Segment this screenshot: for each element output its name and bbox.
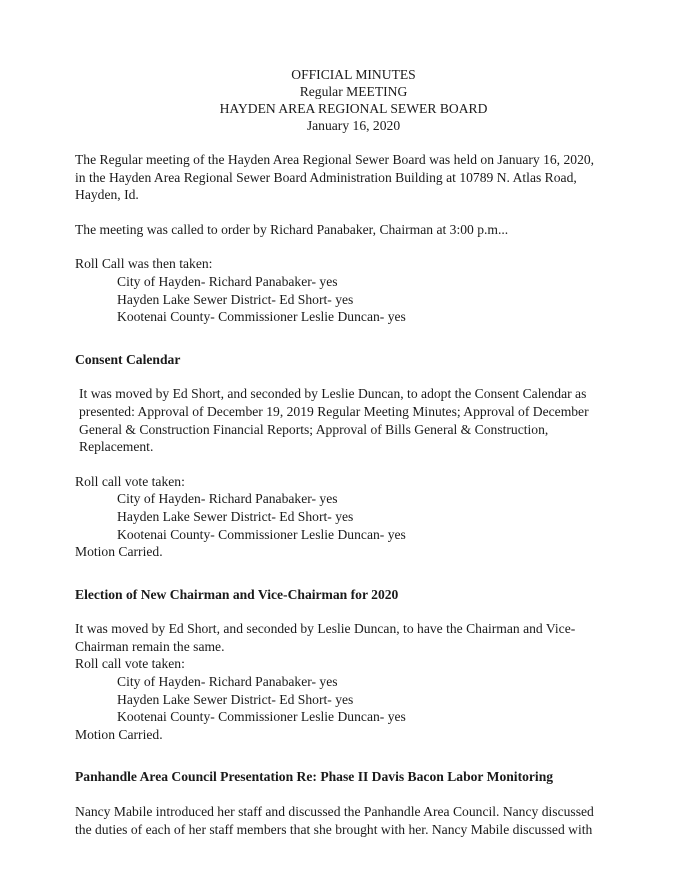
vote-entry: Kootenai County- Commissioner Leslie Duncan- yes (117, 709, 406, 725)
call-to-order: The meeting was called to order by Richard Panabaker, Chairman at 3:00 p.m... (75, 221, 509, 237)
vote-entry: City of Hayden- Richard Panabaker- yes (117, 674, 338, 690)
roll-call-entry: City of Hayden- Richard Panabaker- yes (117, 273, 338, 289)
vote-entry: City of Hayden- Richard Panabaker- yes (117, 491, 338, 507)
election-vote-section (75, 655, 632, 743)
roll-call-section (75, 255, 632, 325)
roll-call-entry: Kootenai County- Commissioner Leslie Duncan- yes (117, 309, 406, 325)
vote-label: Roll call vote taken: (75, 473, 185, 489)
text-line: the duties of each of her staff members that she brought with her. Nancy Mabile discussed with (75, 821, 593, 837)
consent-heading: Consent Calendar (75, 351, 181, 367)
text-line: Chairman remain the same. (75, 638, 225, 654)
motion-result: Motion Carried. (75, 726, 163, 742)
text-line: It was moved by Ed Short, and seconded by Leslie Duncan, to have the Chairman and Vice- (75, 621, 576, 637)
election-heading: Election of New Chairman and Vice-Chairman for 2020 (75, 586, 399, 602)
text-line: General & Construction Financial Reports; Approval of Bills General & Construction, (79, 421, 549, 437)
text-line: Replacement. (79, 439, 154, 455)
text-line: Hayden, Id. (75, 187, 139, 203)
panhandle-heading: Panhandle Area Council Presentation Re: Phase II Davis Bacon Labor Monitoring (75, 769, 554, 785)
panhandle-paragraph (75, 803, 632, 838)
vote-label: Roll call vote taken: (75, 656, 185, 672)
election-paragraph (75, 620, 632, 655)
roll-call-label: Roll Call was then taken: (75, 256, 213, 272)
consent-paragraph (75, 385, 632, 455)
motion-result: Motion Carried. (75, 544, 163, 560)
vote-entry: Hayden Lake Sewer District- Ed Short- yes (117, 508, 354, 524)
consent-vote-section (75, 473, 632, 561)
intro-paragraph (75, 151, 632, 204)
header-date: January 16, 2020 (306, 118, 401, 133)
header-meeting-type: Regular MEETING (299, 84, 408, 99)
header-title: OFFICIAL MINUTES (291, 67, 416, 82)
header-board-name: HAYDEN AREA REGIONAL SEWER BOARD (219, 101, 488, 116)
vote-entry: Kootenai County- Commissioner Leslie Duncan- yes (117, 526, 406, 542)
roll-call-entry: Hayden Lake Sewer District- Ed Short- yes (117, 291, 354, 307)
text-line: The Regular meeting of the Hayden Area Regional Sewer Board was held on January 16, 2020, (75, 152, 595, 167)
text-line: in the Hayden Area Regional Sewer Board Administration Building at 10789 N. Atlas Road, (75, 169, 577, 185)
text-line: presented: Approval of December 19, 2019 Regular Meeting Minutes; Approval of December (79, 403, 589, 419)
document-header (75, 66, 632, 134)
text-line: It was moved by Ed Short, and seconded by Leslie Duncan, to adopt the Consent Calendar as (79, 386, 587, 402)
vote-entry: Hayden Lake Sewer District- Ed Short- yes (117, 691, 354, 707)
text-line: Nancy Mabile introduced her staff and discussed the Panhandle Area Council. Nancy discussed (75, 804, 594, 820)
